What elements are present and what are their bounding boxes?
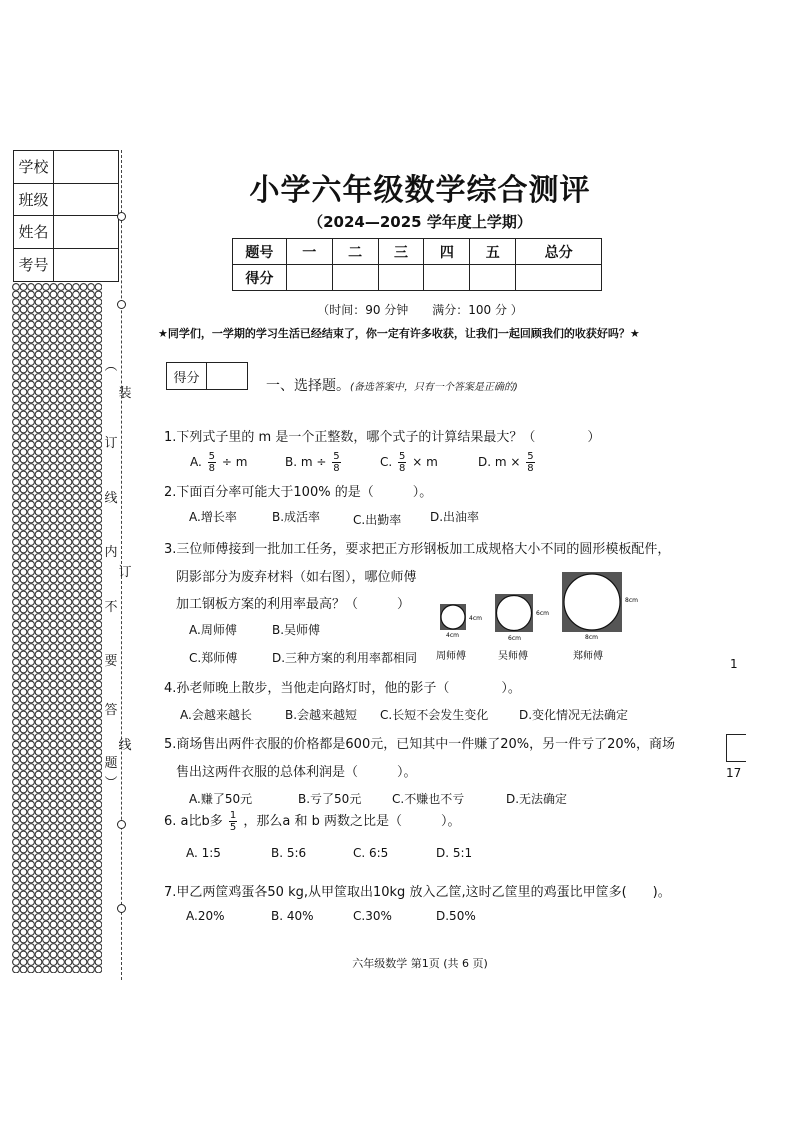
q4-option-c[interactable]: C.长短不会发生变化 [380, 708, 489, 722]
zheng-bottom-label: 8cm [585, 634, 598, 641]
zheng-circle [564, 574, 620, 630]
fraction-numerator: 5 [399, 451, 406, 462]
q6-option-a[interactable]: A. 1:5 [186, 846, 221, 860]
exam-title: 小学六年级数学综合测评 [249, 173, 591, 208]
q4-option-b[interactable]: B.会越来越短 [285, 708, 358, 722]
q1-option-c-prefix: C. [380, 455, 393, 469]
score-cell[interactable] [286, 265, 332, 291]
question-1: 1.下列式子里的 m 是一个正整数，哪个式子的计算结果最大？（ ） [164, 430, 601, 445]
score-header-cell: 总分 [516, 239, 602, 265]
q2-option-a[interactable]: A.增长率 [189, 510, 237, 524]
q4-option-d[interactable]: D.变化情况无法确定 [519, 708, 629, 722]
question-6 [164, 810, 461, 833]
q3-option-c[interactable]: C.郑师傅 [189, 651, 238, 665]
info-label: 班级 [14, 184, 54, 216]
score-cell[interactable] [332, 265, 378, 291]
q5-option-a[interactable]: A.赚了50元 [189, 792, 253, 806]
binding-char: 订 [104, 436, 118, 451]
zhou-circle [441, 605, 465, 629]
binding-hole-icon [117, 300, 126, 309]
binding-char: 不 [104, 600, 118, 615]
score-cell[interactable] [470, 265, 516, 291]
q1-option-a-suffix: ÷ m [221, 455, 248, 469]
answer-bubble-grid[interactable] [12, 283, 102, 973]
fraction-numerator: 5 [333, 451, 340, 462]
score-header-cell: 一 [286, 239, 332, 265]
info-label: 学校 [14, 151, 54, 183]
q7-option-b[interactable]: B. 40% [271, 909, 314, 923]
student-info-table [13, 150, 119, 282]
edge-mark: 17 [726, 766, 742, 780]
q6-option-b[interactable]: B. 5:6 [271, 846, 307, 860]
info-label: 姓名 [14, 216, 54, 248]
score-cell[interactable] [516, 265, 602, 291]
section-note: (备选答案中，只有一个答案是正确的) [350, 382, 518, 393]
exam-number-field[interactable] [54, 249, 118, 282]
score-cell[interactable] [424, 265, 470, 291]
question-5-line-1: 5.商场售出两件衣服的价格都是600元，已知其中一件赚了20%，另一件亏了20%，商场 [164, 737, 676, 752]
section-score-field[interactable] [207, 363, 247, 389]
q1-option-b[interactable] [285, 451, 343, 474]
question-3-line-3: 加工钢板方案的利用率最高？（ ） [176, 597, 411, 612]
info-row-school [14, 151, 118, 184]
binding-hole-icon [117, 904, 126, 913]
intro-text: ★同学们，一学期的学习生活已经结束了，你一定有许多收获，让我们一起回顾我们的收获好吗？★ [158, 327, 640, 340]
binding-char: 装 [118, 386, 132, 401]
binding-char: ︶ [104, 776, 118, 791]
q1-option-b-prefix: B. m ÷ [285, 455, 327, 469]
q3-option-d[interactable]: D.三种方案的利用率都相同 [272, 651, 418, 665]
q3-option-a[interactable]: A.周师傅 [189, 623, 237, 637]
score-header-cell: 三 [378, 239, 424, 265]
fraction-denominator: 8 [399, 463, 406, 474]
fraction-denominator: 5 [229, 822, 237, 833]
q5-option-c[interactable]: C.不赚也不亏 [392, 792, 465, 806]
question-3-line-1: 3.三位师傅接到一批加工任务，要求把正方形钢板加工成规格大小不同的圆形模板配件， [164, 542, 671, 557]
wu-bottom-label: 6cm [508, 635, 521, 642]
fraction [229, 810, 237, 833]
binding-char: 线 [104, 491, 118, 506]
fraction-numerator: 5 [527, 451, 534, 462]
q1-option-c-suffix: × m [412, 455, 438, 469]
binding-char: 题 [104, 756, 118, 771]
binding-hole-icon [117, 212, 126, 221]
q1-option-d-prefix: D. m × [478, 455, 521, 469]
q2-option-d[interactable]: D.出油率 [430, 510, 480, 524]
section-title [266, 375, 518, 395]
q3-figures [432, 568, 652, 668]
q7-option-c[interactable]: C.30% [353, 909, 392, 923]
zheng-name: 郑师傅 [573, 651, 603, 662]
question-6-prefix: 6. a比b多 [164, 814, 223, 829]
section-title-text: 一、选择题。 [266, 378, 350, 394]
score-header-cell: 四 [424, 239, 470, 265]
score-table [232, 238, 602, 291]
binding-char: 线 [118, 738, 132, 753]
fraction [208, 451, 216, 474]
q6-option-d[interactable]: D. 5:1 [436, 846, 473, 860]
time-and-score-info: （时间：90 分钟 满分：100 分 ） [317, 303, 523, 317]
binding-hole-icon [117, 820, 126, 829]
wu-name: 吴师傅 [498, 651, 528, 662]
info-row-name [14, 216, 118, 249]
score-table-header-row [233, 239, 602, 265]
school-field[interactable] [54, 151, 118, 183]
section-score-label: 得分 [167, 363, 207, 389]
question-4: 4.孙老师晚上散步，当他走向路灯时，他的影子（ ）。 [164, 681, 521, 696]
fraction [398, 451, 406, 474]
q5-option-d[interactable]: D.无法确定 [506, 792, 568, 806]
binding-char: 内 [104, 545, 118, 560]
q7-option-d[interactable]: D.50% [436, 909, 476, 923]
binding-char: ︵ [104, 359, 118, 374]
score-header-cell: 题号 [233, 239, 287, 265]
zhou-side-label: 4cm [469, 615, 482, 622]
binding-char: 答 [104, 703, 118, 718]
info-label: 考号 [14, 249, 54, 282]
score-row-label: 得分 [233, 265, 287, 291]
edge-mark: 1 [730, 657, 738, 671]
score-table-score-row [233, 265, 602, 291]
q2-option-c[interactable]: C.出勤率 [353, 513, 402, 527]
score-cell[interactable] [378, 265, 424, 291]
fraction-numerator: 5 [208, 451, 216, 462]
score-header-cell: 五 [470, 239, 516, 265]
info-row-exam-number [14, 249, 118, 282]
wu-side-label: 6cm [536, 610, 549, 617]
question-2: 2.下面百分率可能大于100% 的是（ ）。 [164, 485, 433, 500]
fraction-denominator: 8 [333, 463, 340, 474]
question-3-line-2: 阴影部分为废弃材料（如右图），哪位师傅 [176, 570, 417, 585]
q3-option-b[interactable]: B.吴师傅 [272, 623, 321, 637]
q1-option-a[interactable] [190, 451, 247, 474]
fraction [526, 451, 534, 474]
wu-circle [497, 596, 532, 631]
page-footer: 六年级数学 第1页 (共 6 页) [352, 957, 488, 970]
zheng-side-label: 8cm [625, 597, 638, 604]
edge-box [726, 734, 746, 762]
fraction-numerator: 1 [229, 810, 237, 821]
q4-option-a[interactable]: A.会越来越长 [180, 708, 252, 722]
binding-char: 订 [118, 565, 132, 580]
q1-option-d[interactable] [478, 451, 537, 474]
question-7: 7.甲乙两筐鸡蛋各50 kg,从甲筐取出10kg 放入乙筐,这时乙筐里的鸡蛋比甲筐多( )。 [164, 885, 671, 900]
question-5-line-2: 售出这两件衣服的总体利润是（ ）。 [176, 765, 417, 780]
q6-option-c[interactable]: C. 6:5 [353, 846, 389, 860]
info-row-class [14, 184, 118, 217]
q2-option-b[interactable]: B.成活率 [272, 510, 321, 524]
zhou-bottom-label: 4cm [446, 632, 459, 639]
fraction [332, 451, 340, 474]
q7-option-a[interactable]: A.20% [186, 909, 225, 923]
fraction-denominator: 8 [527, 463, 534, 474]
fraction-denominator: 8 [208, 463, 216, 474]
exam-subtitle: （2024—2025 学年度上学期） [308, 213, 532, 231]
section-score-box [166, 362, 248, 390]
question-6-suffix: ，那么a 和 b 两数之比是（ ）。 [243, 814, 461, 829]
name-field[interactable] [54, 216, 118, 248]
q1-option-a-prefix: A. [190, 455, 202, 469]
q5-option-b[interactable]: B.亏了50元 [298, 792, 362, 806]
score-header-cell: 二 [332, 239, 378, 265]
binding-char: 要 [104, 654, 118, 669]
q1-option-c[interactable] [380, 451, 438, 474]
zhou-name: 周师傅 [436, 651, 466, 662]
class-field[interactable] [54, 184, 118, 216]
